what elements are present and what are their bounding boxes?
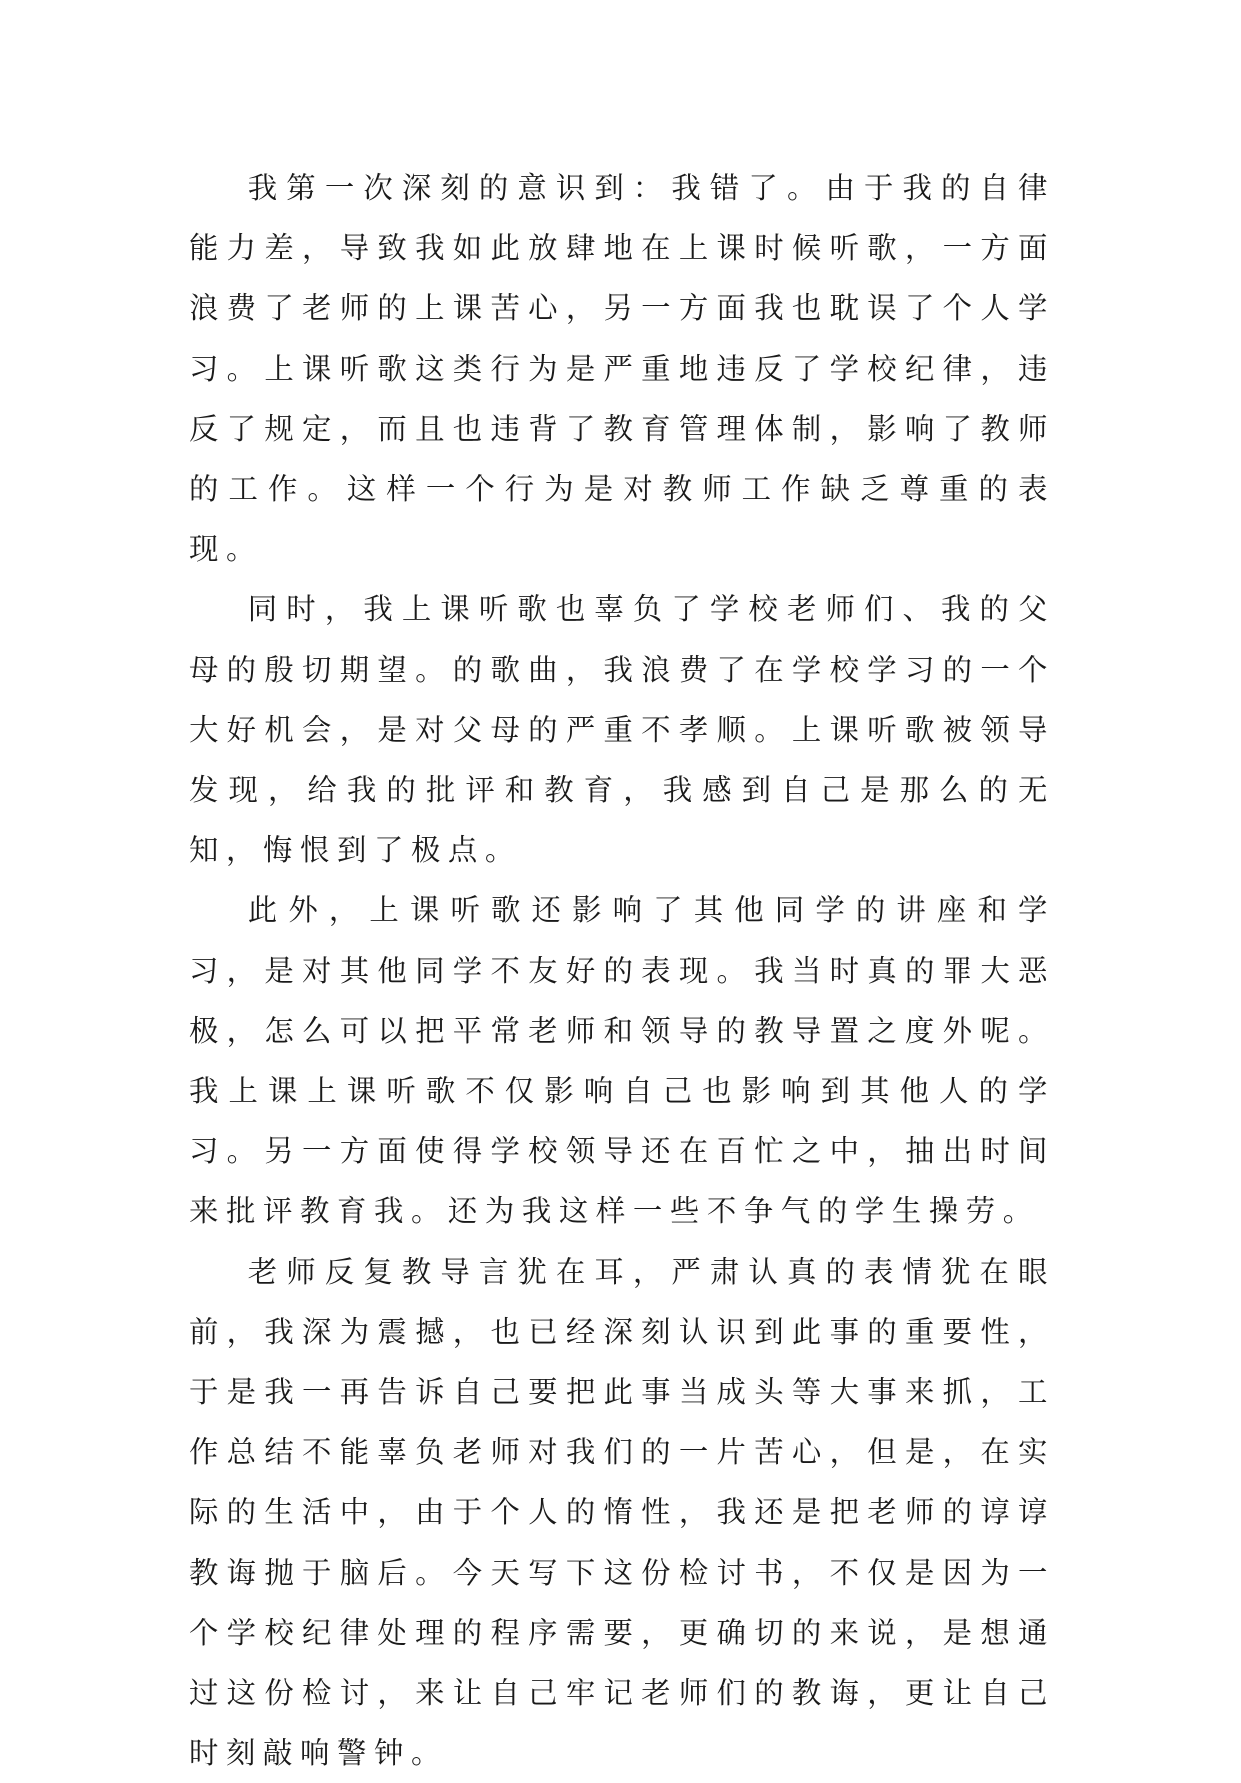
paragraph-2: 同时，我上课听歌也辜负了学校老师们、我的父母的殷切期望。的歌曲，我浪费了在学校学习的一个大好机会，是对父母的严重不孝顺。上课听歌被领导发现，给我的批评和教育，我感到自己是那么的无知，悔恨到了极点。	[189, 592, 1055, 868]
document-body	[189, 158, 1055, 1783]
paragraph-3: 此外，上课听歌还影响了其他同学的讲座和学习，是对其他同学不友好的表现。我当时真的罪大恶极，怎么可以把平常老师和领导的教导置之度外呢。我上课上课听歌不仅影响自己也影响到其他人的学习。另一方面使得学校领导还在百忙之中，抽出时间来批评教育我。还为我这样一些不争气的学生操劳。	[189, 893, 1055, 1229]
paragraph-1: 我第一次深刻的意识到：我错了。由于我的自律能力差，导致我如此放肆地在上课时候听歌，一方面浪费了老师的上课苦心，另一方面我也耽误了个人学习。上课听歌这类行为是严重地违反了学校纪律，违反了规定，而且也违背了教育管理体制，影响了教师的工作。这样一个行为是对教师工作缺乏尊重的表现。	[189, 171, 1055, 567]
paragraph-4: 老师反复教导言犹在耳，严肃认真的表情犹在眼前，我深为震撼，也已经深刻认识到此事的重要性，于是我一再告诉自己要把此事当成头等大事来抓，工作总结不能辜负老师对我们的一片苦心，但是，在实际的生活中，由于个人的惰性，我还是把老师的谆谆教诲抛于脑后。今天写下这份检讨书，不仅是因为一个学校纪律处理的程序需要，更确切的来说，是想通过这份检讨，来让自己牢记老师们的教诲，更让自己时刻敲响警钟。	[189, 1254, 1055, 1771]
